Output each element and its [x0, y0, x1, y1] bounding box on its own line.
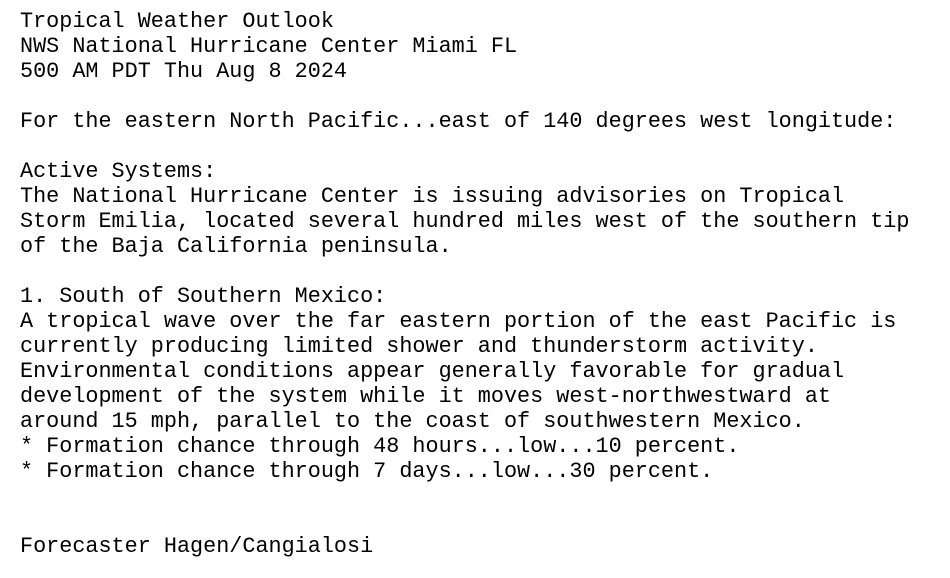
spacer — [20, 484, 945, 509]
active-systems-line: The National Hurricane Center is issuing advisories on Tropical — [20, 184, 845, 209]
area-1-line: currently producing limited shower and thunderstorm activity. — [20, 334, 818, 359]
formation-chance-7d: * Formation chance through 7 days...low...30 percent. — [20, 459, 714, 484]
outlook-title: Tropical Weather Outlook — [20, 9, 334, 34]
region-statement: For the eastern North Pacific...east of 140 degrees west longitude: — [20, 109, 897, 134]
outlook-document — [20, 9, 945, 559]
active-systems-line: of the Baja California peninsula. — [20, 234, 452, 259]
spacer — [20, 259, 945, 284]
issue-time: 500 AM PDT Thu Aug 8 2024 — [20, 59, 348, 84]
forecaster-signature: Forecaster Hagen/Cangialosi — [20, 534, 374, 559]
issuing-office: NWS National Hurricane Center Miami FL — [20, 34, 518, 59]
area-1-line: Environmental conditions appear generally favorable for gradual — [20, 359, 845, 384]
spacer — [20, 84, 945, 109]
area-1-heading: 1. South of Southern Mexico: — [20, 284, 387, 309]
spacer — [20, 509, 945, 534]
spacer — [20, 134, 945, 159]
area-1-line: around 15 mph, parallel to the coast of southwestern Mexico. — [20, 409, 805, 434]
formation-chance-48h: * Formation chance through 48 hours...low...10 percent. — [20, 434, 740, 459]
active-systems-heading: Active Systems: — [20, 159, 217, 184]
area-1-line: A tropical wave over the far eastern portion of the east Pacific is — [20, 309, 897, 334]
active-systems-line: Storm Emilia, located several hundred miles west of the southern tip — [20, 209, 910, 234]
area-1-line: development of the system while it moves west-northwestward at — [20, 384, 831, 409]
